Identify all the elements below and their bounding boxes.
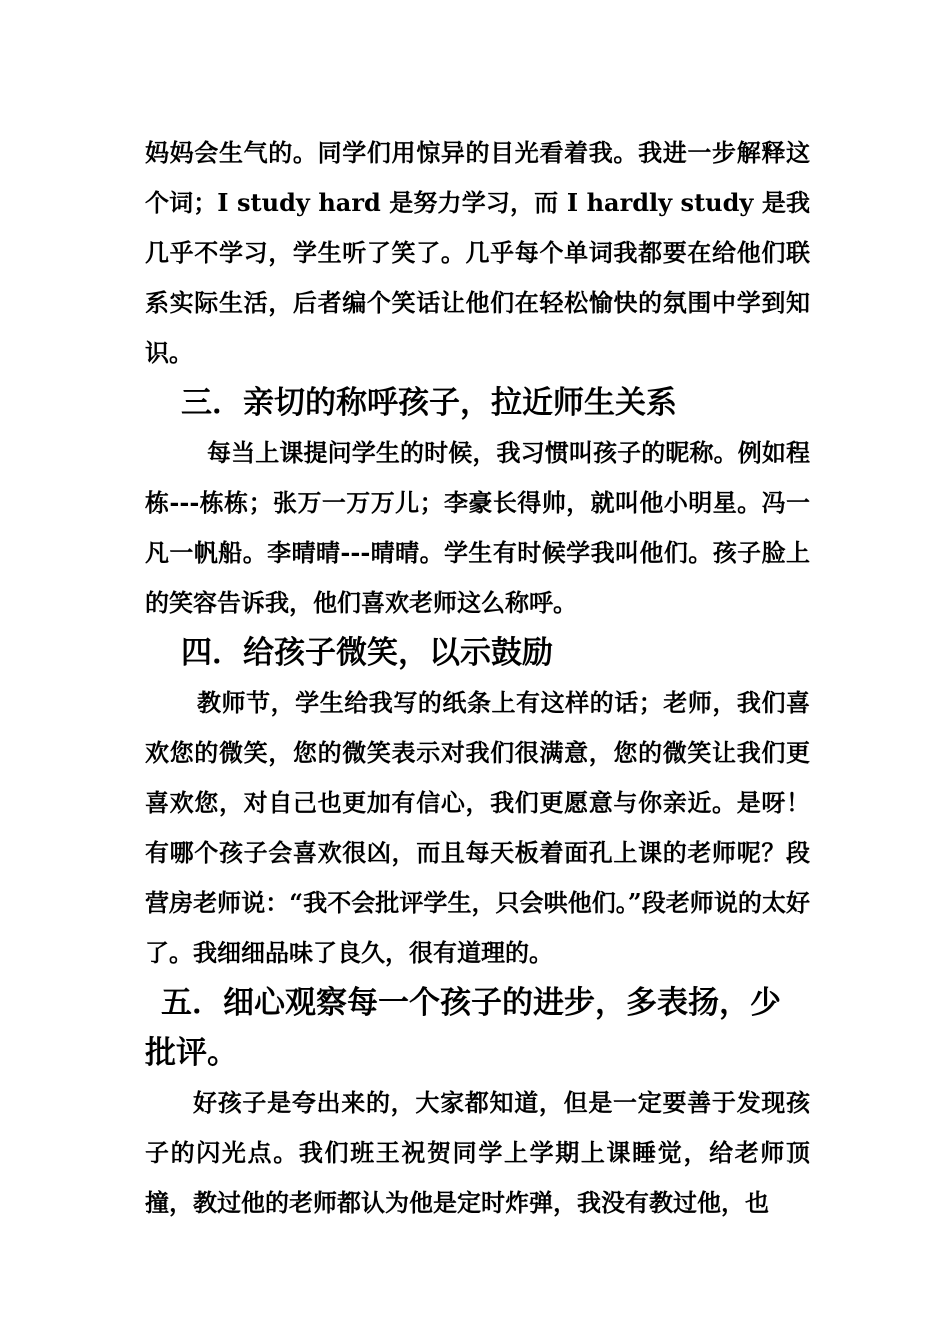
document-page — [145, 128, 810, 1228]
paragraph-smile: 教师节，学生给我写的纸条上有这样的话；老师，我们喜欢您的微笑，您的微笑表示对我们很满意，您的微笑让我们更喜欢您，对自己也更加有信心，我们更愿意与你亲近。是呀！有哪个孩子会喜欢很凶，而且每天板着面孔上课的老师呢？段营房老师说：“我不会批评学生，只会哄他们。”段老师说的太好了。我细细品味了良久，很有道理的。 — [145, 688, 810, 967]
paragraph-vocabulary-teaching: 妈妈会生气的。同学们用惊异的目光看着我。我进一步解释这个词；I study hard 是努力学习，而 I hardly study 是我几乎不学习，学生听了笑了。几乎每个单词我都要在给他们联系实际生活，后者编个笑话让他们在轻松愉快的氛围中学到知识。 — [145, 138, 810, 367]
paragraph-nicknames: 每当上课提问学生的时候，我习惯叫孩子的昵称。例如程栋---栋栋；张万一万万儿；李豪长得帅，就叫他小明星。冯一凡一帆船。李晴晴---晴晴。学生有时候学我叫他们。孩子脸上的笑容告诉我，他们喜欢老师这么称呼。 — [145, 438, 810, 617]
paragraph-praise: 好孩子是夸出来的，大家都知道，但是一定要善于发现孩子的闪光点。我们班王祝贺同学上学期上课睡觉，给老师顶撞，教过他的老师都认为他是定时炸弹，我没有教过他，也 — [145, 1088, 810, 1217]
heading-section-3: 三．亲切的称呼孩子，拉近师生关系 — [181, 385, 677, 421]
heading-section-4: 四．给孩子微笑，以示鼓励 — [181, 635, 553, 671]
heading-section-5: 五．细心观察每一个孩子的进步，多表扬，少批评。 — [145, 985, 781, 1071]
